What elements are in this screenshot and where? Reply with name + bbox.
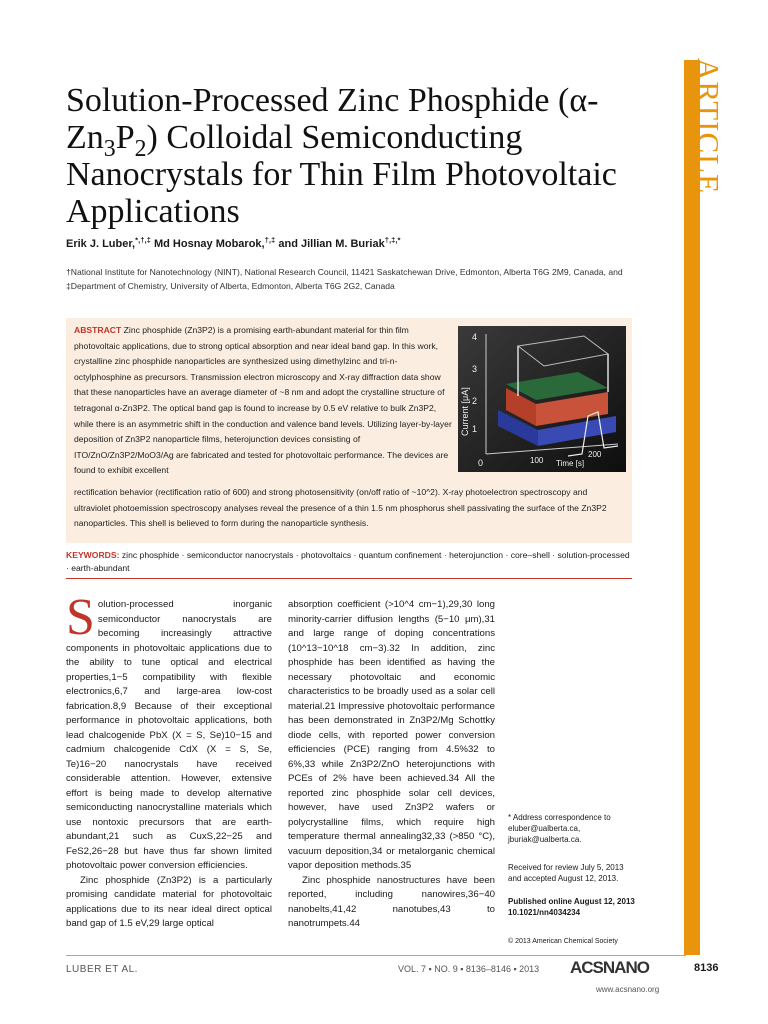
toc-figure — [458, 326, 626, 472]
body-paragraph-1: olution-processed inorganic semiconductor nanocrystals are becoming increasingly attractive components in photovoltaic applications due to the ability to tune optical and electrical properties,1−5 compatibility with flexible electronics,6,7 and large-area low-cost fabrication.8,9 Because of their exceptional performance in photovoltaic applications, both lead chalcogenide PbX (X = S, Se)10−15 and cadmium chalcogenide CdX (X = S, Se, Te)16−20 nanocrystals have received considerable attention. However, extensive effort is being made to develop alternative semiconducting nanocrystalline materials which use nontoxic precursors that are earth-abundant,21 such as CuxS,22−25 and FeS2,26−28 but have thus far shown limited photovoltaic power conversion efficiencies. — [66, 599, 272, 871]
journal-url[interactable]: www.acsnano.org — [596, 985, 660, 994]
body-paragraph-2: Zinc phosphide (Zn3P2) is a particularly promising candidate material for photovoltaic applications due to its near ideal direct optical band gap of 1.5 eV,29 large optical — [66, 874, 272, 929]
body-paragraph-4: Zinc phosphide nanostructures have been reported, including nanowires,36−40 nanobelts,41,42 nanotubes,43 to nanotrumpets.44 — [288, 874, 495, 929]
x-axis-label: Time [s] — [556, 459, 585, 468]
keywords-label: KEYWORDS: — [66, 550, 120, 560]
keywords-divider — [66, 578, 632, 579]
y-axis-label: Current [μA] — [460, 387, 470, 436]
drop-cap: S — [66, 589, 95, 646]
abstract-text-continued: rectification behavior (rectification ratio of 600) and strong photosensitivity (on/off ratio of ~10^2). X-ray photoelectron spectroscopy and ultraviolet photoemission spectroscopy analyses reveal the presence of a thin 1.5 nm phosphorus shell passivating the surface of the Zn3P2 nanoparticles. This shell is believed to form during the nanoparticle synthesis. — [74, 487, 607, 529]
tick-label-4: 4 — [472, 332, 478, 342]
tick-label-2: 2 — [472, 396, 478, 406]
tick-label-3: 3 — [472, 364, 478, 374]
affiliation: †National Institute for Nanotechnology (NINT), National Research Council, 11421 Saskatchewan Drive, Edmonton, Alberta T6G 2M9, Canada, and ‡Department of Chemistry, University of Alberta, Edmonton, Alberta T6G 2G2, Canada — [66, 267, 623, 291]
paper-title: Solution-Processed Zinc Phosphide $(\alpha-Zn_3P_2)$ Colloidal Semiconducting Nanocrystals for Thin Film Photovoltaic Applications — [66, 82, 617, 230]
body-paragraph-3: absorption coefficient (>10^4 cm−1),29,30 long minority-carrier diffusion lengths (5−10 μm),31 and large range of doping concentrations (10^13−10^18 cm−3).32 In addition, zinc phosphide has been identified as having the necessary photovoltaic and economic characteristics to be broadly used as a solar cell material.21 Impressive photovoltaic performance has been demonstrated in Zn3P2/Mg Schottky diode cells, with reported power conversion efficiencies (PCE) ranging from 4.5%32 to 6%,33 while Zn3P2/ZnO heterojunctions with PCEs of 2% have been achieved.34 All the reported zinc phosphide solar cell devices, however, have used Zn3P2 wafers or polycrystalline films, which require high temperature thermal annealing32,33 (>850 °C), vacuum deposition,34 or metalorganic chemical vapor deposition methods.35 — [288, 599, 495, 871]
tick-label-1: 1 — [472, 424, 478, 434]
keywords — [66, 549, 632, 575]
received-date: Received for review July 5, 2013 and accepted August 12, 2013. — [508, 863, 624, 883]
author-list: Erik J. Luber,*,†,‡ Md Hosnay Mobarok,†,‡ and Jillian M. Buriak†,‡,* — [66, 235, 401, 250]
running-author: LUBER ET AL. — [66, 964, 138, 975]
article-section-label: ARTICLE — [691, 58, 726, 195]
keywords-text: zinc phosphide · semiconductor nanocrystals · photovoltaics · quantum confinement · heterojunction · core–shell · solution-processed · earth-abundant — [66, 550, 630, 573]
email-1[interactable]: eluber@ualberta.ca, — [508, 824, 581, 833]
email-2[interactable]: jburiak@ualberta.ca. — [508, 835, 582, 844]
abstract-text — [74, 323, 452, 479]
journal-logo: ACSNANO — [570, 958, 649, 977]
footer-rule — [66, 955, 686, 956]
correspondence-label: * Address correspondence to — [508, 813, 611, 822]
abstract-label: ABSTRACT — [74, 325, 122, 335]
abstract-body-1: Zinc phosphide (Zn3P2) is a promising earth-abundant material for thin film photovoltaic applications, due to strong optical absorption and near ideal band gap. In this work, crystalline zinc phosphide nanoparticles are synthesized using dimethylzinc and tri-n-octylphosphine as precursors. Transmission electron microscopy and X-ray diffraction data show that these nanoparticles have an average diameter of ~8 nm and adopt the crystalline structure of tetragonal α-Zn3P2. The optical band gap is found to increase by 0.5 eV relative to bulk Zn3P2, while there is an asymmetric shift in the conduction and valence band levels. Utilizing layer-by-layer deposition of Zn3P2 nanoparticle films, heterojunction devices consisting of ITO/ZnO/Zn3P2/MoO3/Ag are fabricated and tested for photovoltaic performance. The devices are found to exhibit excellent — [74, 325, 452, 476]
toc-graphic — [458, 326, 626, 472]
copyright: © 2013 American Chemical Society — [508, 938, 618, 945]
page-number: 8136 — [694, 962, 719, 974]
tick-label-0: 0 — [478, 458, 484, 468]
published-info: Published online August 12, 2013 10.1021/nn4034234 — [508, 897, 635, 917]
correspondence-note — [508, 812, 658, 845]
tick-label-200: 200 — [588, 450, 602, 459]
body-column-2 — [288, 598, 495, 932]
tick-label-100: 100 — [530, 456, 544, 465]
body-column-1 — [66, 589, 272, 932]
citation: VOL. 7 ▪ NO. 9 ▪ 8136–8146 ▪ 2013 — [398, 964, 540, 974]
